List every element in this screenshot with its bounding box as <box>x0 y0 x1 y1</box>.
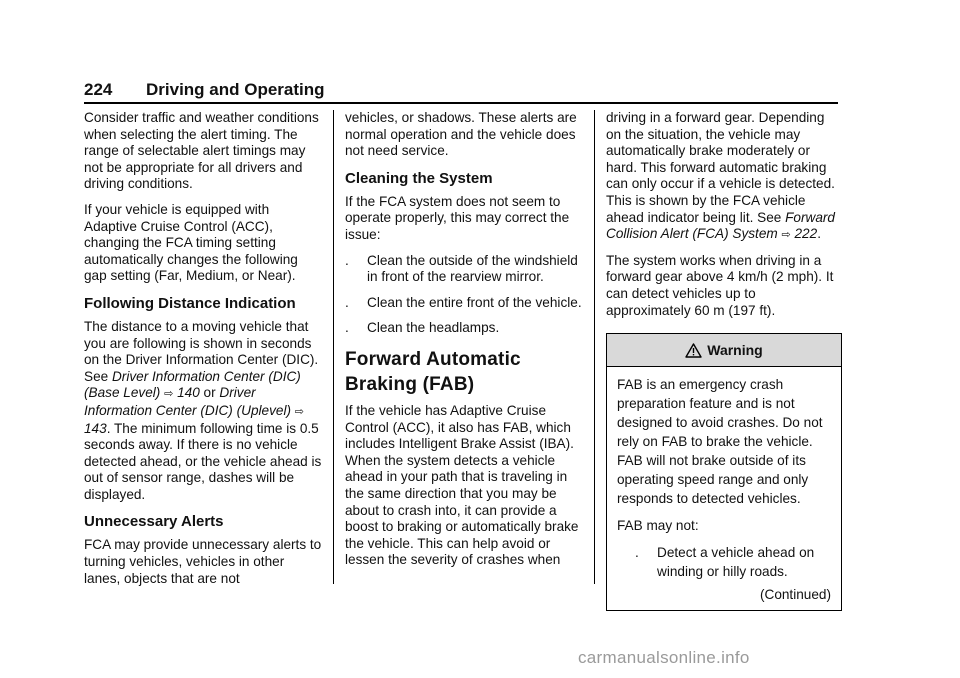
list-item: . Clean the outside of the windshield in front of the rearview mirror. <box>345 252 578 285</box>
paragraph: If the vehicle has Adaptive Cruise Control (ACC), it also has FAB, which includes Intelligent Brake Assist (IBA). When the system detects a vehicle ahead in your path that is traveling in the same direction that you may be about to crash into, it can provide a boost to braking or automatically brake the vehicle. This can help avoid or lessen the severity of crashes when <box>345 402 579 568</box>
paragraph: If the FCA system does not seem to operate properly, this may correct the issue: <box>345 193 570 242</box>
page-number: 224 <box>84 80 113 99</box>
header-rule <box>84 102 838 104</box>
column-3 <box>606 110 842 611</box>
link-dic-uplevel[interactable]: Driver Information Center (DIC) (Uplevel) ⇨ 143 <box>84 385 304 436</box>
paragraph: FAB may not: <box>617 518 699 534</box>
page-header <box>84 80 838 108</box>
warning-header <box>607 334 841 367</box>
heading-fab: Forward Automatic Braking (FAB) <box>345 348 521 395</box>
paragraph: The system works when driving in a forward gear above 4 km/h (2 mph). It can detect vehicles up to approximately 60 m (197 ft). <box>606 252 834 318</box>
warning-box <box>606 333 842 611</box>
list-item: . Clean the entire front of the vehicle. <box>345 294 582 310</box>
bullet-icon: . <box>345 252 349 268</box>
bullet-icon: . <box>345 320 349 336</box>
heading-cleaning-system: Cleaning the System <box>345 169 493 187</box>
paragraph: FAB is an emergency crash preparation feature and is not designed to avoid crashes. Do not rely on FAB to brake the vehicle. FAB will not brake outside of its operating speed range and only responds to detected vehicles. <box>617 377 823 507</box>
link-dic-base[interactable]: Driver Information Center (DIC) (Base Level) ⇨ 140 <box>84 368 301 401</box>
heading-following-distance: Following Distance Indication <box>84 294 296 312</box>
column-divider-2 <box>594 110 595 584</box>
bullet-icon: . <box>345 294 349 310</box>
list-item: . Clean the headlamps. <box>345 320 500 336</box>
watermark: carmanualsonline.info <box>578 648 750 667</box>
paragraph: FCA may provide unnecessary alerts to turning vehicles, vehicles in other lanes, objects that are not <box>84 537 322 586</box>
heading-unnecessary-alerts: Unnecessary Alerts <box>84 513 224 531</box>
paragraph: Consider traffic and weather conditions when selecting the alert timing. The range of selectable alert timings may not be appropriate for all drivers and driving conditions. <box>84 110 319 192</box>
page-ref-arrow-icon: ⇨ <box>781 229 791 242</box>
continued-label: (Continued) <box>759 587 831 603</box>
paragraph: vehicles, or shadows. These alerts are normal operation and the vehicle does not need service. <box>345 110 577 159</box>
warning-title: Warning <box>707 341 763 358</box>
paragraph-following-distance: The distance to a moving vehicle that you are following is shown in seconds on the Driver Information Center (DIC). See Driver Information Center (DIC) (Base Level) ⇨ 140 or Driver Information Center (DIC) (Uplevel) ⇨ 143. The minimum following time is 0.5 seconds away. If there is no vehicle detected ahead, or the vehicle ahead is out of sensor range, dashes will be displayed. <box>84 318 322 502</box>
column-2 <box>345 110 585 578</box>
section-title: Driving and Operating <box>146 80 325 99</box>
list-item: . Detect a vehicle ahead on winding or hilly roads. <box>635 545 815 580</box>
column-1 <box>84 110 324 596</box>
warning-body <box>607 367 841 610</box>
column-divider-1 <box>333 110 334 584</box>
page-ref-arrow-icon: ⇨ <box>164 388 174 401</box>
link-fca-system[interactable]: Forward Collision Alert (FCA) System ⇨ 222 <box>606 209 835 242</box>
warning-icon <box>685 343 702 358</box>
page-ref-arrow-icon: ⇨ <box>294 405 304 418</box>
paragraph: driving in a forward gear. Depending on the situation, the vehicle may automatically brake moderately or hard. This forward automatic braking can only occur if a vehicle is detected. This is shown by the FCA vehicle ahead indicator being lit. See Forward Collision Alert (FCA) System ⇨ 222. <box>606 110 835 242</box>
paragraph: If your vehicle is equipped with Adaptive Cruise Control (ACC), changing the FCA timing setting automatically changes the following gap setting (Far, Medium, or Near). <box>84 201 298 284</box>
bullet-icon: . <box>635 545 639 561</box>
